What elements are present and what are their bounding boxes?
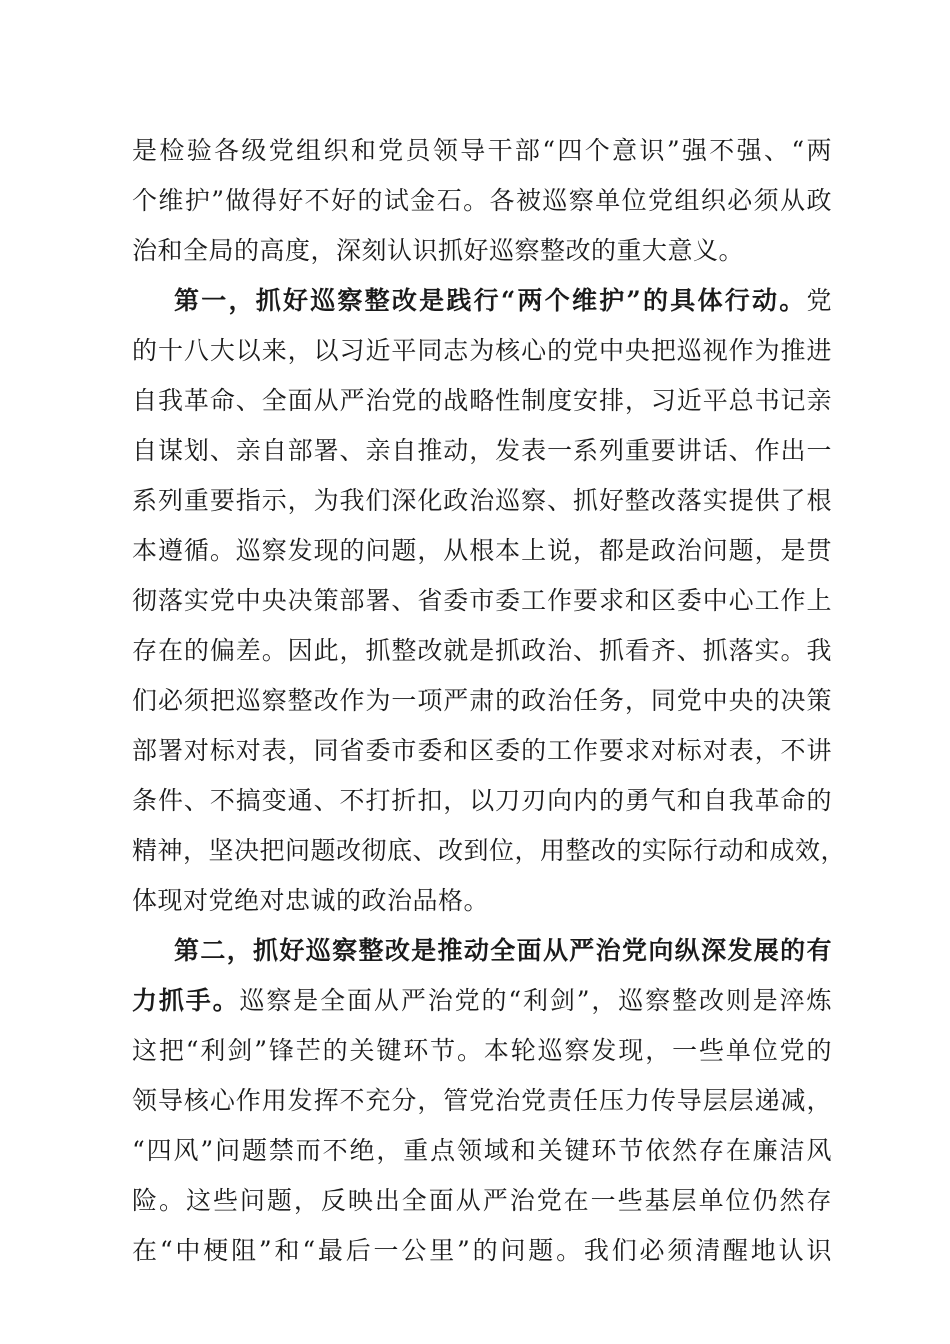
second-paragraph-line-2-rest: 巡察是全面从严治党的“利剑”，巡察整改则是淬炼 — [239, 986, 832, 1015]
first-paragraph-line: 们必须把巡察整改作为一项严肃的政治任务，同党中央的决策 — [132, 686, 832, 715]
second-paragraph-line: 在“中梗阻”和“最后一公里”的问题。我们必须清醒地认识 — [132, 1236, 832, 1265]
first-paragraph-line: 的十八大以来，以习近平同志为核心的党中央把巡视作为推进 — [132, 336, 832, 365]
second-paragraph-heading-line-2: 力抓手。 — [132, 986, 240, 1015]
first-paragraph-line: 部署对标对表，同省委市委和区委的工作要求对标对表，不讲 — [132, 736, 832, 765]
second-paragraph-heading-line-1: 第二，抓好巡察整改是推动全面从严治党向纵深发展的有 — [174, 936, 832, 965]
second-paragraph-line: 这把“利剑”锋芒的关键环节。本轮巡察发现，一些单位党的 — [132, 1036, 832, 1065]
first-paragraph-heading: 第一，抓好巡察整改是践行“两个维护”的具体行动。 — [174, 286, 807, 315]
first-paragraph-line-1 — [174, 276, 832, 326]
first-paragraph-line: 自谋划、亲自部署、亲自推动，发表一系列重要讲话、作出一 — [132, 436, 832, 465]
intro-line-1: 是检验各级党组织和党员领导干部“四个意识”强不强、“两 — [132, 136, 832, 165]
second-paragraph-line: 领导核心作用发挥不充分，管党治党责任压力传导层层递减， — [132, 1086, 832, 1115]
first-paragraph-line: 精神，坚决把问题改彻底、改到位，用整改的实际行动和成效， — [132, 836, 847, 865]
first-paragraph-line: 存在的偏差。因此，抓整改就是抓政治、抓看齐、抓落实。我 — [132, 636, 832, 665]
first-paragraph-line: 系列重要指示，为我们深化政治巡察、抓好整改落实提供了根 — [132, 486, 832, 515]
second-paragraph-line: 险。这些问题，反映出全面从严治党在一些基层单位仍然存 — [132, 1186, 832, 1215]
first-paragraph-line: 体现对党绝对忠诚的政治品格。 — [132, 886, 490, 915]
first-paragraph-line: 本遵循。巡察发现的问题，从根本上说，都是政治问题，是贯 — [132, 536, 832, 565]
first-paragraph-line-1-rest: 党 — [806, 286, 832, 315]
intro-line-2: 个维护”做得好不好的试金石。各被巡察单位党组织必须从政 — [132, 186, 832, 215]
intro-line-3: 治和全局的高度，深刻认识抓好巡察整改的重大意义。 — [132, 236, 745, 265]
first-paragraph-line: 自我革命、全面从严治党的战略性制度安排，习近平总书记亲 — [132, 386, 832, 415]
second-paragraph-line-2 — [132, 976, 832, 1026]
second-paragraph-line: “四风”问题禁而不绝，重点领域和关键环节依然存在廉洁风 — [132, 1136, 832, 1165]
first-paragraph-line: 彻落实党中央决策部署、省委市委工作要求和区委中心工作上 — [132, 586, 832, 615]
first-paragraph-line: 条件、不搞变通、不打折扣，以刀刃向内的勇气和自我革命的 — [132, 786, 832, 815]
